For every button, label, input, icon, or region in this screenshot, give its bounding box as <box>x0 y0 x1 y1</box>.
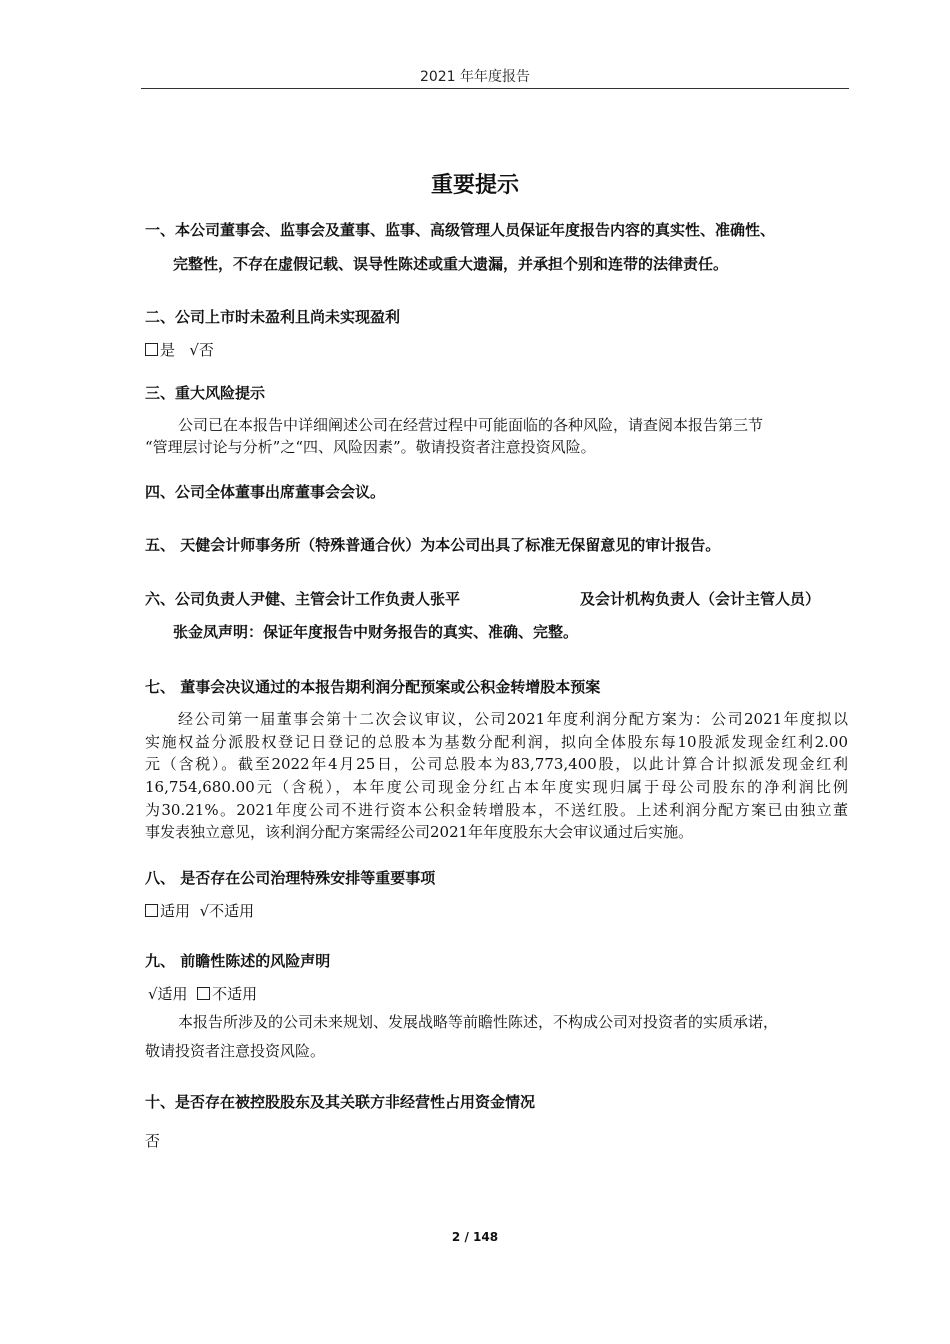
section-9-heading: 九、 前瞻性陈述的风险声明 <box>145 952 331 970</box>
section-7-para-line: 16,754,680.00元（含税），本年度公司现金分红占本年度实现归属于母公司股东的净利润比例 <box>145 778 848 796</box>
section-7-para-line: 元（含税）。截至2022年4月25日，公司总股本为83,773,400股，以此计算合计拟派发现金红利 <box>145 755 848 773</box>
checkbox-empty-icon <box>145 904 158 917</box>
section-6-line-2: 张金凤声明：保证年度报告中财务报告的真实、准确、完整。 <box>173 623 579 641</box>
section-2-heading: 二、公司上市时未盈利且尚未实现盈利 <box>145 308 401 326</box>
section-7-para-line: 实施权益分派股权登记日登记的总股本为基数分配利润，拟向全体股东每10股派发现金红利2.00 <box>145 733 848 751</box>
option-yes: 是 <box>160 341 176 359</box>
page-title: 重要提示 <box>430 173 519 198</box>
section-7-para-line: 经公司第一届董事会第十二次会议审议，公司2021年度利润分配方案为：公司2021年度拟以 <box>178 710 848 728</box>
section-1-line-2: 完整性，不存在虚假记载、误导性陈述或重大遗漏，并承担个别和连带的法律责任。 <box>173 255 729 273</box>
option-apply-checked: √适用 <box>148 985 188 1003</box>
checkbox-empty-icon <box>197 987 210 1000</box>
section-6-line-1b: 及会计机构负责人（会计主管人员） <box>580 590 821 608</box>
section-3-line-1: 公司已在本报告中详细阐述公司在经营过程中可能面临的各种风险，请查阅本报告第三节 <box>178 416 764 434</box>
section-10-heading: 十、是否存在被控股股东及其关联方非经营性占用资金情况 <box>145 1093 536 1111</box>
page-number: 2 / 148 <box>451 1230 499 1244</box>
option-not-apply: 不适用 <box>212 985 258 1003</box>
section-3-line-2: “管理层讨论与分析”之“四、风险因素”。敬请投资者注意投资风险。 <box>145 438 596 456</box>
section-5-heading: 五、 天健会计师事务所（特殊普通合伙）为本公司出具了标准无保留意见的审计报告。 <box>145 536 721 554</box>
section-2-options <box>145 339 214 360</box>
section-4-heading: 四、公司全体董事出席董事会会议。 <box>145 483 386 501</box>
checkbox-empty-icon <box>145 343 158 356</box>
section-9-line-2: 敬请投资者注意投资风险。 <box>145 1042 326 1060</box>
section-1-line-1: 一、本公司董事会、监事会及董事、监事、高级管理人员保证年度报告内容的真实性、准确性、 <box>145 221 776 239</box>
section-7-para-line: 事发表独立意见，该利润分配方案需经公司2021年年度股东大会审议通过后实施。 <box>145 823 694 841</box>
option-apply: 适用 <box>160 902 191 920</box>
running-header: 2021 年年度报告 <box>419 69 531 85</box>
section-10-answer: 否 <box>145 1132 161 1150</box>
option-no-checked: √否 <box>189 341 214 359</box>
option-not-apply-checked: √不适用 <box>199 902 255 920</box>
section-9-options <box>148 983 257 1004</box>
section-3-heading: 三、重大风险提示 <box>145 384 266 402</box>
section-6-line-1a: 六、公司负责人尹健、主管会计工作负责人张平 <box>145 590 461 608</box>
section-8-options <box>145 900 254 921</box>
section-7-para-line: 为30.21%。2021年度公司不进行资本公积金转增股本，不送红股。上述利润分配方案已由独立董 <box>145 801 848 819</box>
section-8-heading: 八、 是否存在公司治理特殊安排等重要事项 <box>145 869 436 887</box>
section-9-line-1: 本报告所涉及的公司未来规划、发展战略等前瞻性陈述，不构成公司对投资者的实质承诺， <box>178 1013 779 1031</box>
section-7-heading: 七、 董事会决议通过的本报告期利润分配预案或公积金转增股本预案 <box>145 678 601 696</box>
header-rule <box>141 88 849 89</box>
